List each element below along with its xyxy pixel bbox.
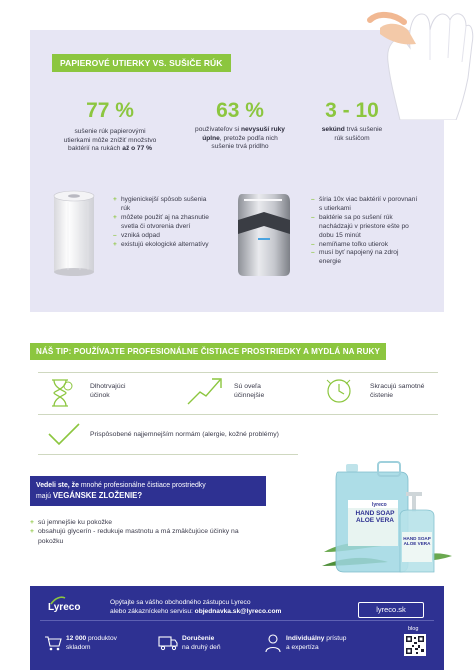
vegan-bullet-list — [30, 518, 250, 546]
vegan-callout: Vedeli ste, že mnohé profesionálne čistiace prostriedky majú VEGÁNSKE ZLOŽENIE? — [30, 476, 266, 506]
hand-dryer-image — [234, 190, 294, 280]
check-icon — [46, 422, 82, 448]
contact-email-link[interactable]: objednavka.sk@lyreco.com — [194, 608, 282, 615]
stat-63-text: používateľov si nevysuší ruky úplne, pretože podľa nich sušenie trvá pridlho — [195, 126, 285, 151]
feature-faster-cleaning: Skracujú samotné čistenie — [370, 383, 425, 399]
blog-label: blog — [408, 626, 419, 632]
towel-bullet: + existujú ekologické alternatívy — [113, 241, 213, 250]
stat-77-number: 77 % — [86, 99, 134, 122]
vegan-bullet: + sú jemnejšie ku pokožke — [30, 518, 250, 527]
towel-bullet: + môžete použiť aj na zhasnutie svetla či otvorenia dverí — [113, 214, 213, 232]
towel-bullet: + hygienickejší spôsob sušenia rúk — [113, 196, 213, 214]
cart-icon — [44, 634, 62, 652]
lyreco-swoosh-icon — [50, 596, 66, 606]
stat-3-10-number: 3 - 10 — [325, 99, 379, 122]
dryer-bullet: – musí byť napojený na zdroj energie — [311, 249, 419, 267]
qr-code-icon[interactable] — [404, 634, 426, 656]
website-link[interactable]: lyreco.sk — [358, 602, 424, 618]
big-bottle-label: HAND SOAP ALOE VERA — [355, 510, 395, 524]
drops-icon — [322, 374, 356, 408]
feature-long-lasting: Dlhotrvajúci účinok — [90, 383, 126, 399]
growth-arrow-icon — [186, 374, 226, 408]
vegan-bullet: + obsahujú glycerín - redukuje mastnotu a má zmäkčujúce účinky na pokožku — [30, 527, 250, 546]
dryer-bullet-list — [311, 196, 419, 267]
towel-bullet: – vzniká odpad — [113, 232, 213, 241]
footer-divider — [40, 620, 434, 621]
footer — [30, 586, 444, 670]
dryer-bullet: – šíria 10x viac baktérií v porovnaní s utierkami — [311, 196, 419, 214]
person-icon — [264, 633, 282, 653]
hourglass-icon — [46, 377, 74, 409]
bottle-brand-label: lyreco — [372, 502, 387, 508]
towel-bullet-list — [113, 196, 213, 249]
footer-item-delivery: Doručenie na druhý deň — [182, 635, 221, 651]
footer-item-expertise: Individuálny prístup a expertíza — [286, 635, 347, 651]
lyreco-logo — [48, 598, 80, 613]
stat-77-text: sušenie rúk papierovými utierkami môže znížiť množstvo baktérií na rukách až o 77 % — [63, 128, 157, 153]
contact-text: Opýtajte sa vášho obchodného zástupcu Lyreco alebo zákazníckeho servisu: objednavka.sk@lyreco.com — [110, 599, 282, 615]
delivery-icon — [158, 634, 178, 652]
dryer-bullet: – nemíňame toľko utierok — [311, 241, 419, 250]
section-divider — [38, 454, 298, 455]
section-divider — [38, 372, 438, 373]
feature-more-effective: Sú oveľa účinnejšie — [234, 383, 265, 399]
tip-tag: NÁŠ TIP: POUŽÍVAJTE PROFESIONÁLNE ČISTIACE PROSTRIEDKY A MYDLÁ NA RUKY — [30, 343, 386, 360]
comparison-tag: PAPIEROVÉ UTIERKY VS. SUŠIČE RÚK — [52, 54, 231, 72]
small-bottle-label: HAND SOAP ALOE VERA — [403, 536, 431, 546]
stat-63-number: 63 % — [216, 99, 264, 122]
section-divider — [38, 414, 438, 415]
paper-towel-roll-image — [50, 190, 98, 278]
lyreco-wordmark: Lyreco — [48, 602, 81, 613]
stat-3-10-text: sekúnd trvá sušenie rúk sušičom — [321, 126, 383, 142]
footer-item-stock: 12 000 produktov skladom — [66, 635, 117, 651]
feature-allergy-friendly: Prispôsobené najjemnejším normám (alergie, kožné problémy) — [90, 431, 279, 438]
dryer-bullet: – baktérie sa po sušení rúk nachádzajú v priestore ešte po dobu 15 minút — [311, 214, 419, 241]
